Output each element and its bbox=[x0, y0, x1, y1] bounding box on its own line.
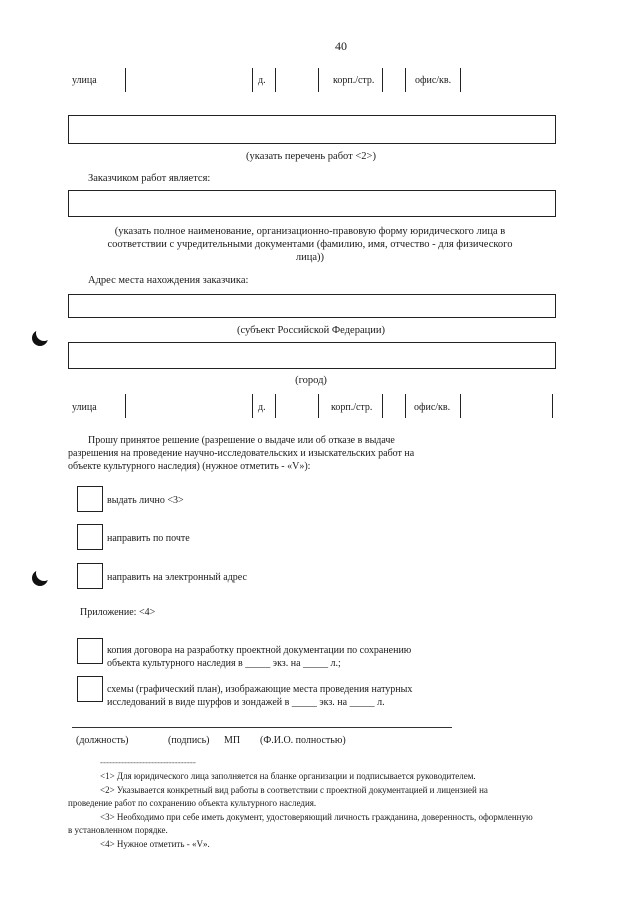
building-label: корп./стр. bbox=[333, 75, 375, 86]
customer-name-field[interactable] bbox=[68, 190, 556, 217]
works-caption: (указать перечень работ <2>) bbox=[246, 151, 376, 162]
building-label: корп./стр. bbox=[331, 402, 373, 413]
attachments-heading: Приложение: <4> bbox=[80, 607, 156, 618]
signature-line bbox=[72, 727, 452, 728]
signature-position: (должность) bbox=[76, 735, 129, 746]
street-label: улица bbox=[72, 402, 97, 413]
region-field[interactable] bbox=[68, 294, 556, 318]
footnote: <4> Нужное отметить - «V». bbox=[100, 839, 210, 849]
street-field[interactable] bbox=[125, 68, 126, 92]
field-divider bbox=[405, 68, 406, 92]
building-field[interactable] bbox=[382, 394, 383, 418]
field-divider bbox=[405, 394, 406, 418]
request-line: Прошу принятое решение (разрешение о выдаче или об отказе в выдаче bbox=[88, 435, 395, 446]
attachment-checkbox-contract[interactable] bbox=[77, 638, 103, 664]
signature-name: (Ф.И.О. полностью) bbox=[260, 735, 346, 746]
customer-caption bbox=[60, 225, 560, 264]
option-checkbox-by-email[interactable] bbox=[77, 563, 103, 589]
signature-stamp: МП bbox=[224, 735, 241, 746]
street-field[interactable] bbox=[125, 394, 126, 418]
office-field[interactable] bbox=[460, 68, 461, 92]
office-label: офис/кв. bbox=[415, 75, 452, 86]
street-label: улица bbox=[72, 75, 97, 86]
option-checkbox-by-mail[interactable] bbox=[77, 524, 103, 550]
field-divider bbox=[318, 68, 319, 92]
footnote: проведение работ по сохранению объекта культурного наследия. bbox=[68, 798, 317, 808]
footnote: <2> Указывается конкретный вид работы в соответствии с проектной документацией и лицензией на bbox=[100, 785, 488, 795]
option-checkbox-in-person[interactable] bbox=[77, 486, 103, 512]
customer-address-heading: Адрес места нахождения заказчика: bbox=[88, 275, 249, 286]
customer-caption-line: соответствии с учредительными документами (фамилию, имя, отчество - для физического bbox=[107, 239, 513, 250]
attachment-line: схемы (графический план), изображающие места проведения натурных bbox=[107, 684, 413, 695]
office-field[interactable] bbox=[460, 394, 461, 418]
attachment-checkbox-schemes[interactable] bbox=[77, 676, 103, 702]
field-divider bbox=[552, 394, 553, 418]
option-label: выдать лично <3> bbox=[107, 495, 184, 506]
footnote: <1> Для юридического лица заполняется на бланке организации и подписывается руководителем. bbox=[100, 771, 476, 781]
request-line: разрешения на проведение научно-исследовательских и изыскательских работ на bbox=[68, 448, 415, 459]
house-field[interactable] bbox=[275, 68, 276, 92]
city-caption: (город) bbox=[295, 375, 327, 386]
request-line: объекте культурного наследия) (нужное отметить - «V»): bbox=[68, 461, 311, 472]
subject-caption: (субъект Российской Федерации) bbox=[237, 325, 385, 336]
punch-hole-mark bbox=[32, 330, 48, 346]
field-divider bbox=[252, 68, 253, 92]
customer-caption-line: (указать полное наименование, организационно-правовую форму юридического лица в bbox=[114, 226, 506, 237]
attachment-line: копия договора на разработку проектной документации по сохранению bbox=[107, 645, 412, 656]
building-field[interactable] bbox=[382, 68, 383, 92]
house-label: д. bbox=[258, 75, 266, 86]
field-divider bbox=[318, 394, 319, 418]
city-field[interactable] bbox=[68, 342, 556, 369]
house-field[interactable] bbox=[275, 394, 276, 418]
footnote: <3> Необходимо при себе иметь документ, удостоверяющий личность гражданина, доверенность, оформленную bbox=[100, 812, 533, 822]
customer-caption-line: лица)) bbox=[295, 252, 325, 263]
footnote: в установленном порядке. bbox=[68, 825, 168, 835]
punch-hole-mark bbox=[32, 570, 48, 586]
option-label: направить по почте bbox=[107, 533, 190, 544]
option-label: направить на электронный адрес bbox=[107, 572, 247, 583]
office-label: офис/кв. bbox=[414, 402, 451, 413]
signature-sign: (подпись) bbox=[168, 735, 210, 746]
attachment-line: объекта культурного наследия в _____ экз. на _____ л.; bbox=[107, 658, 341, 669]
house-label: д. bbox=[258, 402, 266, 413]
field-divider bbox=[252, 394, 253, 418]
works-list-field[interactable] bbox=[68, 115, 556, 144]
page-number: 40 bbox=[335, 39, 347, 53]
attachment-line: исследований в виде шурфов и зондажей в _____ экз. на _____ л. bbox=[107, 697, 385, 708]
customer-heading: Заказчиком работ является: bbox=[88, 173, 211, 184]
footnote-separator: -------------------------------- bbox=[100, 757, 196, 767]
